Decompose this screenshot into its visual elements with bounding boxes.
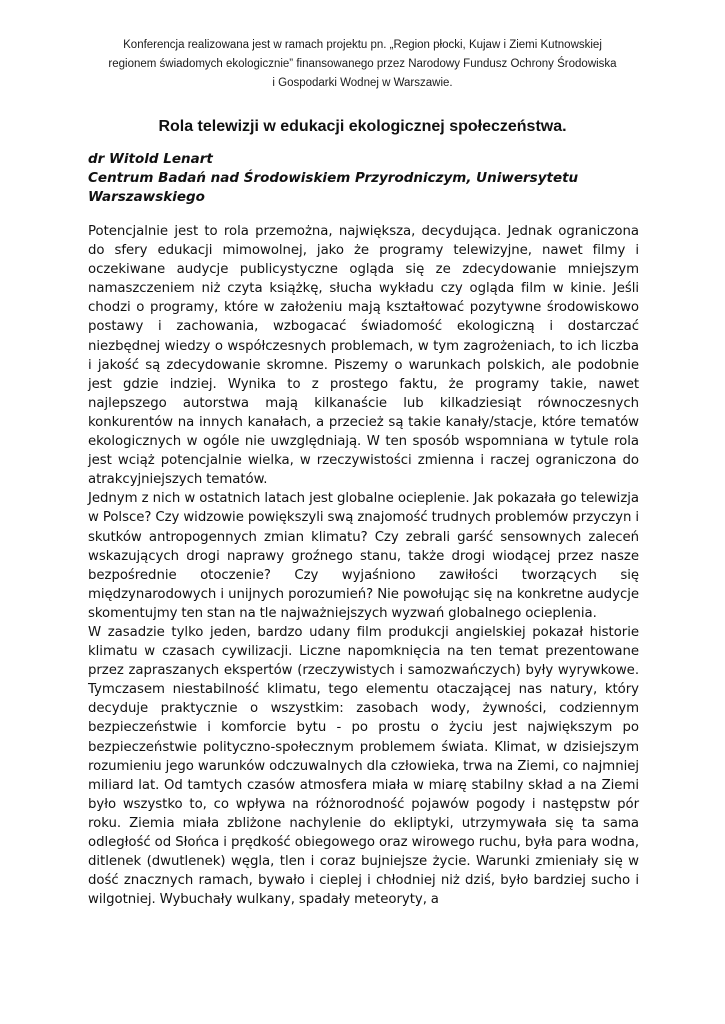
document-body bbox=[88, 222, 639, 909]
header-line: regionem świadomych ekologicznie” finansowanego przez Narodowy Fundusz Ochrony Środowiska bbox=[108, 58, 617, 70]
body-paragraph: W zasadzie tylko jeden, bardzo udany film produkcji angielskiej pokazał historie klimatu w czasach cywilizacji. Liczne napomknięcia na ten temat prezentowane przez zapraszanych ekspertów (rzeczywistych i samozwańczych) były wyrywkowe. Tymczasem niestabilność klimatu, tego elementu otaczającej nas natury, który decyduje praktycznie o wszystkim: zasobach wody, żywności, codziennym bezpieczeństwie i komforcie bytu - po prostu o życiu jest największym po bezpieczeństwie polityczno-społecznym problemem świata. Klimat, w dzisiejszym rozumieniu jego warunków odczuwalnych dla człowieka, trwa na Ziemi, co najmniej miliard lat. Od tamtych czasów atmosfera miała w miarę stabilny skład a na Ziemi było wszystko to, co wpływa na różnorodność pojawów pogody i następstw pór roku. Ziemia miała zbliżone nachylenie do ekliptyki, utrzymywała się ta sama odległość od Słońca i prędkość obiegowego oraz wirowego ruchu, była para wodna, ditlenek (dwutlenek) węgla, tlen i coraz bujniejsze życie. Warunki zmieniały się w dość znacznych ramach, bywało i cieplej i chłodniej niż dziś, było bardziej sucho i wilgotniej. Wybuchały wulkany, spadały meteoryty, a bbox=[88, 624, 639, 908]
document-title: Rola telewizji w edukacji ekologicznej społeczeństwa. bbox=[158, 118, 567, 135]
body-paragraph: Potencjalnie jest to rola przemożna, największa, decydująca. Jednak ograniczona do sfery edukacji mimowolnej, jako że programy telewizyjne, nawet filmy i oczekiwane audycje publicystyczne ogląda się ze zdecydowanie mniejszym namaszczeniem niż czyta książkę, słucha wykładu czy ogląda film w kinie. Jeśli chodzi o programy, które w założeniu mają kształtować pozytywne środowiskowo postawy i zachowania, wzbogacać świadomość ekologiczną i dostarczać niezbędnej wiedzy o współczesnych problemach, w tym zagrożeniach, to ich liczba i jakość są zdecydowanie skromne. Piszemy o warunkach polskich, ale podobnie jest gdzie indziej. Wynika to z prostego faktu, że programy takie, nawet najlepszego autorstwa mają kilkanaście lub kilkadziesiąt równoczesnych konkurentów na innych kanałach, a przecież są takie kanały/stacje, które tematów ekologicznych w ogóle nie uwzględniają. W ten sposób wspomniana w tytule rola jest wciąż potencjalnie wielka, w rzeczywistości zmienna i raczej ograniczona do atrakcyjniejszych tematów. bbox=[88, 224, 639, 488]
author-name: dr Witold Lenart bbox=[88, 151, 213, 167]
author-affiliation: Warszawskiego bbox=[88, 189, 205, 205]
project-header bbox=[70, 36, 655, 93]
body-paragraph: Jednym z nich w ostatnich latach jest globalne ocieplenie. Jak pokazała go telewizja w Polsce? Czy widzowie powiększyli swą znajomość trudnych problemów przyczyn i skutków antropogennych zmian klimatu? Czy zebrali garść sensownych zaleceń wskazujących drogi naprawy groźnego stanu, także drogi wiodącej przez nasze bezpośrednie otoczenie? Czy wyjaśniono zawiłości tworzących się międzynarodowych i unijnych porozumień? Nie powołując się na konkretne audycje skomentujmy ten stan na tle najważniejszych wyzwań globalnego ocieplenia. bbox=[88, 491, 639, 621]
header-line: Konferencja realizowana jest w ramach projektu pn. „Region płocki, Kujaw i Ziemi Kutnowskiej bbox=[123, 39, 602, 51]
author-affiliation: Centrum Badań nad Środowiskiem Przyrodniczym, Uniwersytetu bbox=[88, 170, 579, 186]
author-block bbox=[88, 150, 648, 207]
header-line: i Gospodarki Wodnej w Warszawie. bbox=[272, 77, 453, 89]
